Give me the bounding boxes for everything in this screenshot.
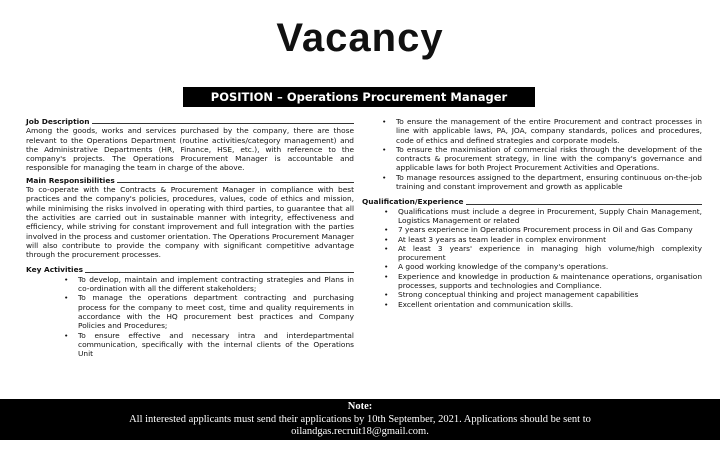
application-email: oilandgas.recruit18@gmail.com. (291, 426, 429, 437)
main-responsibilities-heading-label: Main Responsibilities (26, 175, 115, 185)
qualification-heading (362, 197, 702, 206)
key-activities-list (26, 275, 354, 359)
heading-rule (117, 182, 354, 183)
key-activities-heading-label: Key Activities (26, 265, 83, 275)
list-item: • Qualifications must include a degree in Procurement, Supply Chain Management, Logistics Management or related (384, 206, 702, 225)
right-column (362, 117, 702, 309)
left-column (26, 117, 354, 358)
note-text: All interested applicants must send their applications by 10th September, 2021. Applications should be sent to (129, 413, 591, 425)
qualification-list (362, 207, 702, 309)
bullet-icon: • (382, 117, 387, 126)
list-item: • To ensure effective and necessary intra and interdepartmental communication, specifically with the internal clients of the Operations Unit (64, 330, 354, 359)
job-description-heading-label: Job Description (26, 117, 90, 126)
heading-rule (85, 272, 354, 273)
main-responsibilities-heading (26, 176, 354, 185)
heading-rule (466, 204, 702, 205)
bullet-icon: • (64, 293, 69, 303)
job-description-text: Among the goods, works and services purchased by the company, there are those relevant to the Operations Department (routine activities/category management) and the Administrative Departments (HR, Finance, HSE, etc.), with reference to the company's projects. The Operations Procurement Manager is accountable and responsible for managing the team in charge of the above. (26, 126, 354, 173)
note-heading: Note: (347, 401, 373, 412)
bullet-icon: • (64, 274, 69, 284)
bullet-icon: • (384, 271, 389, 281)
heading-rule (92, 123, 355, 124)
position-banner: POSITION – Operations Procurement Manager (183, 87, 535, 107)
note-banner (0, 399, 720, 440)
bullet-icon: • (382, 172, 387, 182)
job-description-heading (26, 117, 354, 126)
list-item: • 7 years experience in Operations Procurement process in Oil and Gas Company (384, 225, 693, 235)
bullet-icon: • (382, 144, 387, 154)
bullet-icon: • (384, 206, 389, 216)
bullet-icon: • (64, 330, 69, 340)
bullet-icon: • (384, 262, 389, 272)
key-activities-continued-list (362, 117, 702, 191)
list-item: • At least 3 years' experience in managing high volume/high complexity procurement (384, 243, 702, 263)
list-item: • Excellent orientation and communication skills. (384, 299, 574, 309)
list-item: • To ensure the maximisation of commercial risks through the development of the contracts & procurement strategy, in line with the company's governance and applicable laws for both Project Procurement Activities and Operations. (382, 144, 702, 173)
list-item: • At least 3 years as team leader in complex environment (384, 234, 606, 244)
list-item: • Strong conceptual thinking and project management capabilities (384, 290, 639, 300)
bullet-icon: • (384, 290, 389, 300)
key-activities-heading (26, 265, 354, 274)
list-item: • A good working knowledge of the company's operations. (384, 262, 609, 272)
list-item: • Experience and knowledge in production & maintenance operations, organisation processes, supports and technologies and Compliance. (384, 271, 702, 291)
list-item: • To manage resources assigned to the department, ensuring continuous on-the-job training and constant improvement and growth as applicable (382, 172, 702, 192)
qualification-heading-label: Qualification/Experience (362, 197, 464, 207)
bullet-icon: • (384, 225, 389, 235)
bullet-icon: • (384, 243, 389, 253)
bullet-icon: • (384, 234, 389, 244)
main-responsibilities-text: To co-operate with the Contracts & Procurement Manager in compliance with best practices and the company's policies, procedures, values, code of ethics and mission, while minimising the risks involved in operating with third parties, to guarantee that all the activities are carried out in sustainable manner with integrity, effectiveness and efficiency, while striving for constant improvement and full integration with the parties involved in the process and customer orientation. The Operations Procurement Manager will also contribute to provide the company with significant competitive advantage through the procurement processes. (26, 185, 354, 260)
list-item: • To ensure the management of the entire Procurement and contract processes in line with applicable laws, PA, JOA, company standards, polices and procedures, code of ethics and defined strategies and corporate models. (382, 117, 702, 145)
list-item: • To develop, maintain and implement contracting strategies and Plans in co-ordination with all the different stakeholders; (64, 274, 354, 294)
bullet-icon: • (384, 299, 389, 309)
list-item: • To manage the operations department contracting and purchasing process for the company to meet cost, time and quality requirements in accordance with the HQ procurement best practices and Company Policies and Procedures; (64, 293, 354, 331)
vacancy-title: Vacancy (276, 16, 444, 60)
